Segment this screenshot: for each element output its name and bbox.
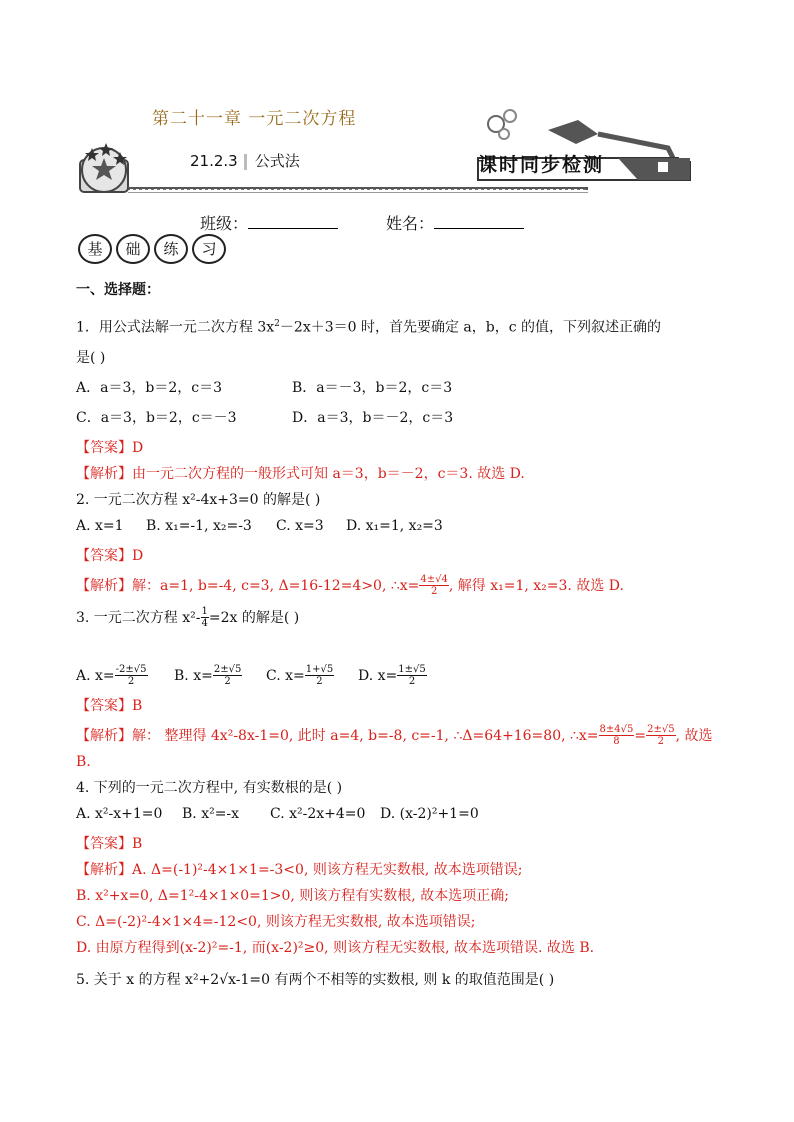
q3-fraction-2: $\frac{2\pm√5}{2}$ <box>647 724 675 748</box>
q4-option-a[interactable]: A. x²-x+1=0 <box>76 805 163 822</box>
q1-stem-a: 1．用公式法解一元二次方程 3x <box>76 319 275 336</box>
q1-stem-tail: 是( ) <box>76 349 106 366</box>
q3-option-a[interactable]: A. x= $\frac{-2\pm√5}{2}$ <box>76 664 147 688</box>
q4-analysis-2: B. x²+x=0, Δ=1²-4×1×0=1>0, 则该方程有实数根, 故本选项正确; <box>76 887 509 904</box>
q4-stem: 4. 下列的一元二次方程中, 有实数根的是( ) <box>76 779 343 796</box>
q1-answer: 【答案】D <box>76 439 144 456</box>
q2-option-a[interactable]: A. x=1 <box>76 517 124 534</box>
q2-stem: 2. 一元二次方程 x²-4x+3=0 的解是( ) <box>76 491 321 508</box>
q1-option-d[interactable]: D．a＝3，b＝－2，c＝3 <box>292 409 454 426</box>
star-badge-icon <box>80 143 128 192</box>
q2-option-c[interactable]: C. x=3 <box>276 517 324 534</box>
q1-option-a[interactable]: A．a＝3，b＝2，c＝3 <box>76 379 222 396</box>
q4-answer: 【答案】B <box>76 835 143 852</box>
section-heading <box>190 150 300 171</box>
q1-analysis-text: 由一元二次方程的一般形式可知 a＝3，b＝－2，c＝3. 故选 D. <box>132 465 525 482</box>
q4-analysis-1 <box>76 857 726 883</box>
q3-options <box>76 663 726 689</box>
banner-rule-thin <box>128 192 588 193</box>
q1-analysis-label: 【解析】 <box>76 465 132 482</box>
q3-stem-a: 3. 一元二次方程 x²- <box>76 609 201 626</box>
q4-option-c[interactable]: C. x²-2x+4=0 <box>270 805 366 822</box>
stamp-3: 练 <box>154 234 188 264</box>
class-field[interactable] <box>248 214 338 229</box>
q4-options <box>76 801 726 827</box>
q3-analysis-b: , 故选 <box>675 727 713 744</box>
q4-analysis-4: D. 由原方程得到(x-2)²=-1, 而(x-2)²≥0, 则该方程无实数根, 故本选项错误. 故选 B. <box>76 939 595 956</box>
name-field[interactable] <box>434 214 524 229</box>
banner-dash-rule <box>130 189 586 190</box>
q1-option-c[interactable]: C．a＝3，b＝2，c＝－3 <box>76 409 237 426</box>
q2-analysis-label: 【解析】 <box>76 577 132 594</box>
stamp-1: 基 <box>78 234 112 264</box>
badge-label: 课时同步检测 <box>478 154 605 176</box>
stamp-4: 习 <box>192 234 226 264</box>
q3-stem-b: =2x 的解是( ) <box>208 609 300 626</box>
q4-option-d[interactable]: D. (x-2)²+1=0 <box>380 805 479 822</box>
q3-stem <box>76 605 726 631</box>
q3-analysis-a: 解： 整理得 4x²-8x-1=0, 此时 a=4, b=-8, c=-1, ∴Δ=64+16=80, ∴x= <box>132 727 599 744</box>
section-name: 公式法 <box>254 152 300 170</box>
stamp-2: 础 <box>116 234 150 264</box>
q3-option-d[interactable]: D. x= $\frac{1\pm√5}{2}$ <box>358 664 426 688</box>
student-fields <box>200 211 572 234</box>
q2-options <box>76 513 726 539</box>
q3-answer: 【答案】B <box>76 697 143 714</box>
q2-analysis-a: 解：a=1, b=-4, c=3, Δ=16-12=4>0, ∴x= <box>132 577 420 594</box>
section-title: 一、选择题： <box>76 282 160 298</box>
section-divider <box>244 154 247 170</box>
q2-option-b[interactable]: B. x₁=-1, x₂=-3 <box>146 517 252 534</box>
name-label: 姓名： <box>386 214 435 233</box>
worksheet-content <box>76 277 726 993</box>
q3-fraction-1: $\frac{8\pm 4√5}{8}$ <box>599 724 634 748</box>
chapter-title: 第二十一章 一元二次方程 <box>152 109 357 129</box>
class-label: 班级： <box>200 214 249 233</box>
q3-analysis-tail: B. <box>76 753 91 770</box>
q5-stem: 5. 关于 x 的方程 x²+2√x-1=0 有两个不相等的实数根, 则 k 的取值范围是( ) <box>76 971 555 988</box>
q1-options-row2 <box>76 405 726 431</box>
q2-analysis <box>76 573 726 599</box>
q3-equals: = <box>634 727 647 744</box>
section-number: 21.2.3 <box>190 152 238 170</box>
q2-fraction: $\frac{4\pm√4}{2}$ <box>420 574 448 598</box>
q3-analysis <box>76 723 726 749</box>
q3-option-c[interactable]: C. x= $\frac{1+√5}{2}$ <box>266 664 334 688</box>
q3-analysis-label: 【解析】 <box>76 727 132 744</box>
q4-analysis-l1: A. Δ=(-1)²-4×1×1=-3<0, 则该方程无实数根, 故本选项错误; <box>132 861 523 878</box>
q2-answer: 【答案】D <box>76 547 144 564</box>
q4-option-b[interactable]: B. x²=-x <box>182 805 240 822</box>
q1-options-row1 <box>76 375 726 401</box>
q3-option-b[interactable]: B. x= $\frac{2\pm√5}{2}$ <box>174 664 242 688</box>
q1-stem: 1．用公式法解一元二次方程 $3x^2-2x+3=0$ 时，首先要确定 a，b，c 的值，下列叙述正确的 <box>76 319 662 336</box>
q1-analysis <box>76 461 726 487</box>
q1-stem-b: －2x＋3＝0 时，首先要确定 a，b，c 的值，下列叙述正确的 <box>279 319 662 336</box>
q4-analysis-3: C. Δ=(-2)²-4×1×4=-12<0, 则该方程无实数根, 故本选项错误; <box>76 913 476 930</box>
q2-analysis-b: , 解得 x₁=1, x₂=3. 故选 D. <box>448 577 624 594</box>
q1-option-b[interactable]: B．a＝－3，b＝2，c＝3 <box>292 379 453 396</box>
practice-stamps <box>78 234 226 264</box>
q2-option-d[interactable]: D. x₁=1, x₂=3 <box>346 517 443 534</box>
q4-analysis-label: 【解析】 <box>76 861 132 878</box>
q3-stem-fraction: $\frac{1}{4}$ <box>201 606 208 630</box>
